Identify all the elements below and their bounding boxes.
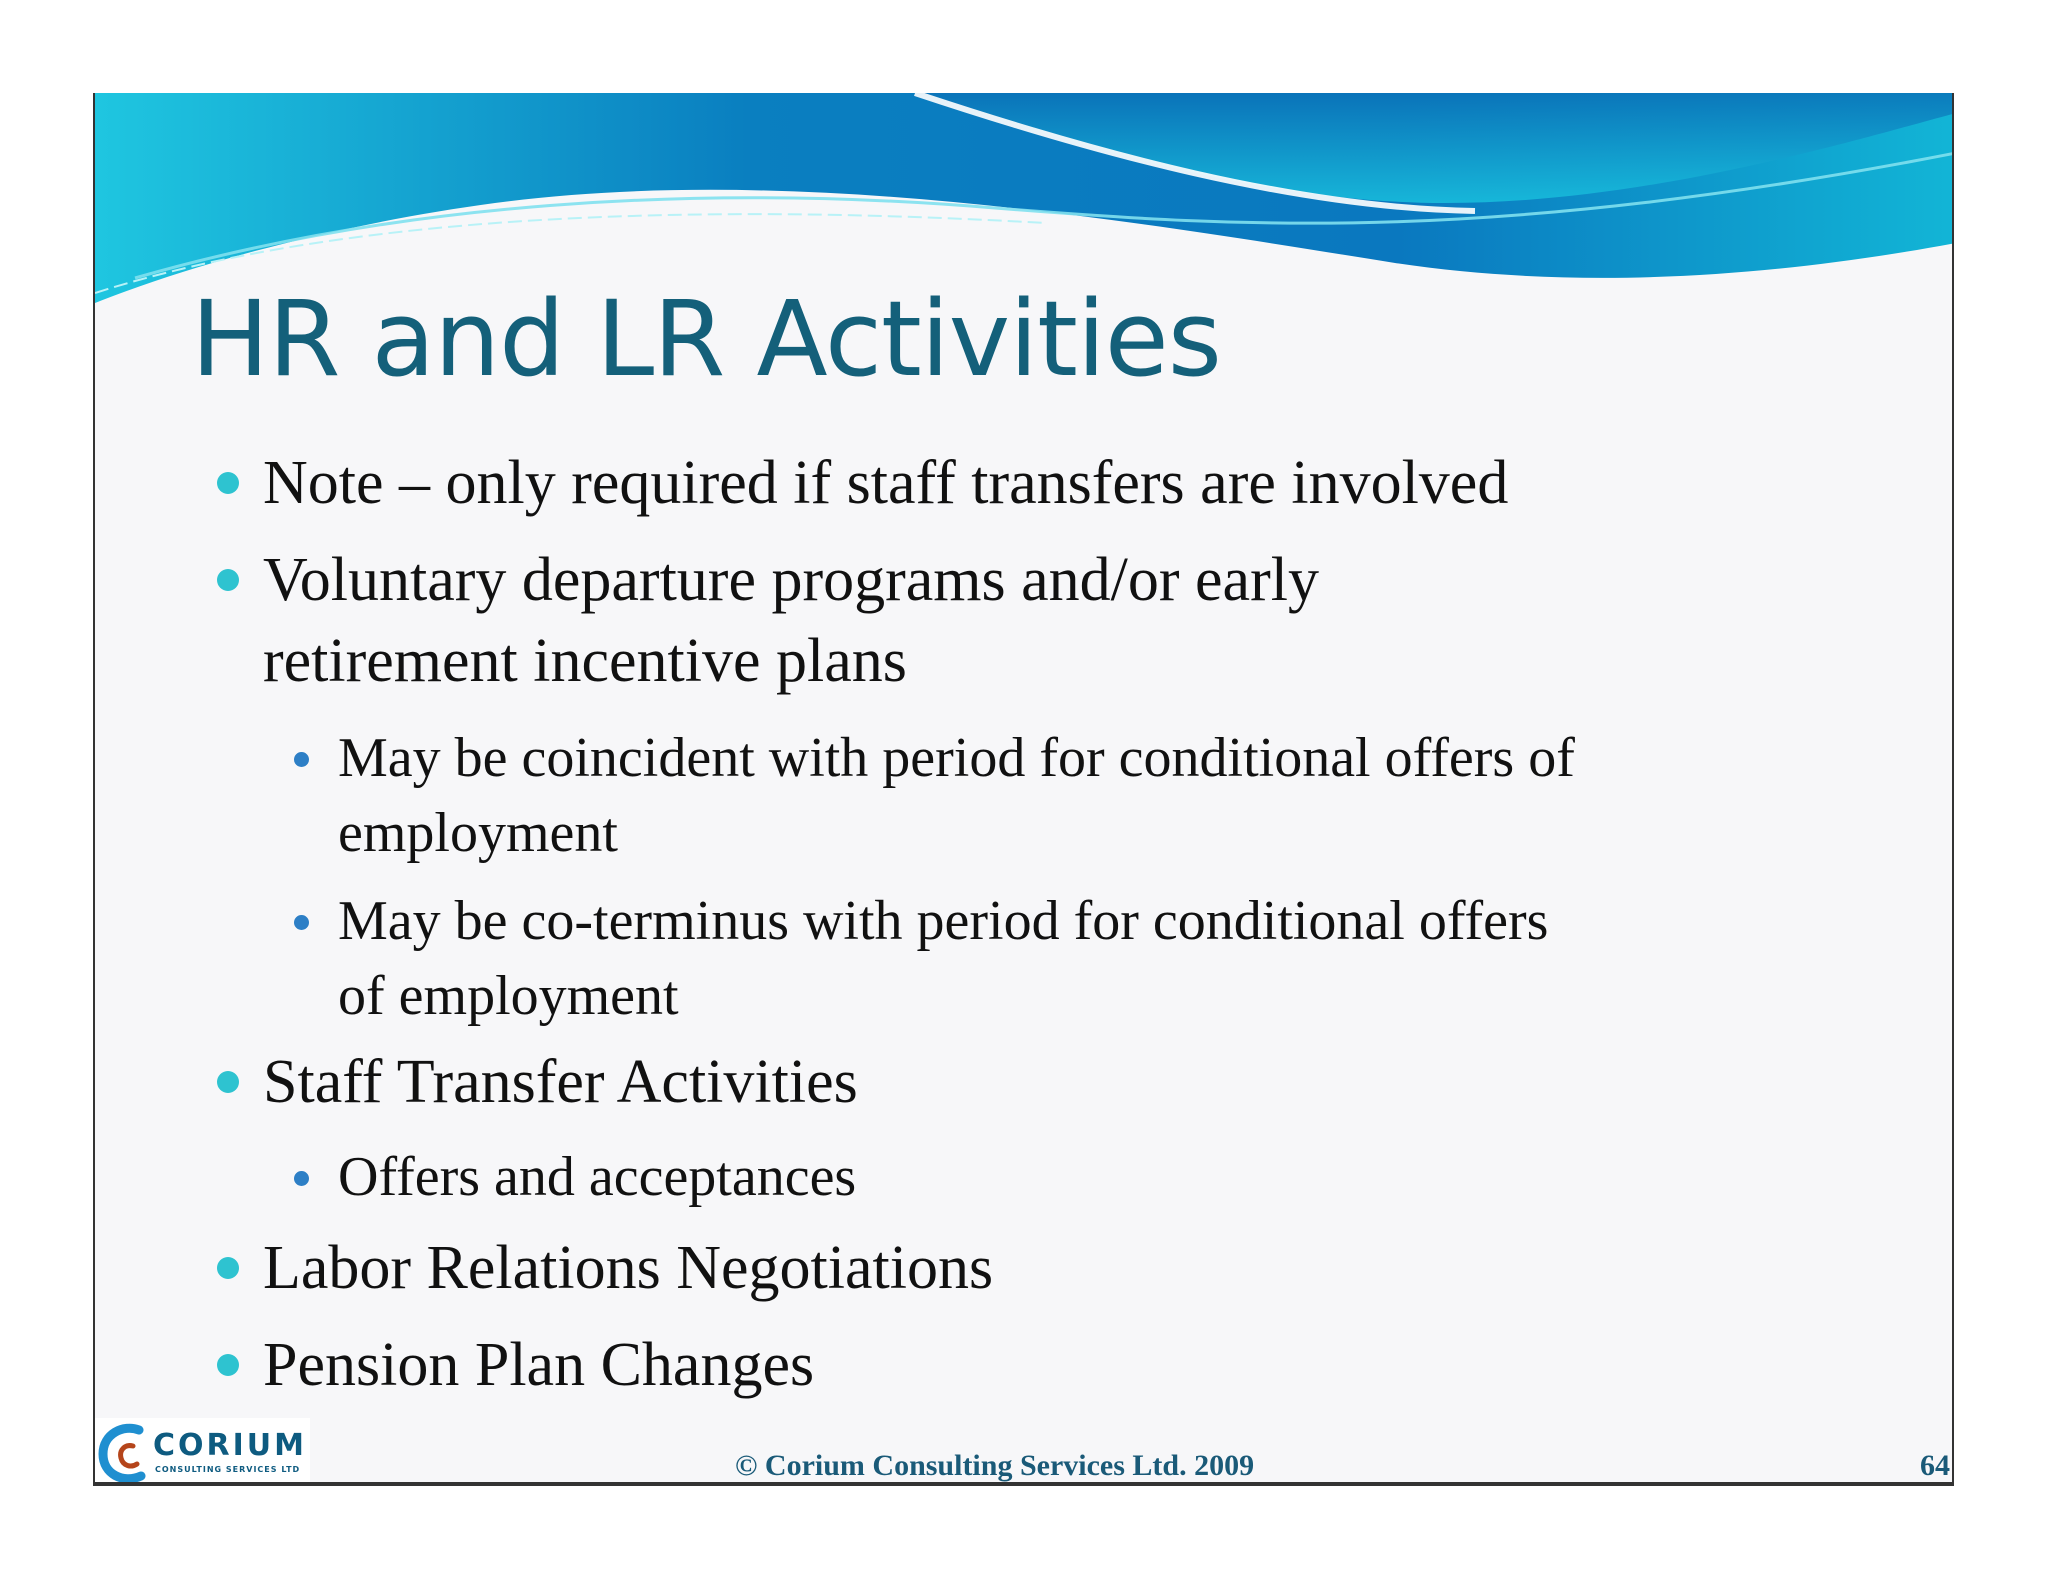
page-number: 64 xyxy=(1920,1449,1950,1482)
bullet-dot-icon xyxy=(217,472,239,494)
company-logo xyxy=(95,1418,310,1486)
sub-bullet-line: employment xyxy=(338,802,618,864)
slide xyxy=(93,93,1954,1486)
footer-divider xyxy=(95,1482,1952,1484)
logo-name: CORIUM xyxy=(153,1428,307,1463)
sub-bullet-line: May be coincident with period for conditional offers of xyxy=(338,727,1575,789)
bullet-item-line: Voluntary departure programs and/or early xyxy=(263,546,1319,614)
sub-bullet-dot-icon xyxy=(294,1171,309,1186)
bullet-dot-icon xyxy=(217,1257,239,1279)
sub-bullet-line: Offers and acceptances xyxy=(338,1146,857,1208)
bullet-dot-icon xyxy=(217,1071,239,1093)
bullet-dot-icon xyxy=(217,1354,239,1376)
bullet-item: Note – only required if staff transfers are involved xyxy=(263,449,1509,517)
sub-bullet-dot-icon xyxy=(294,915,309,930)
sub-bullet-line: of employment xyxy=(338,965,679,1027)
bullet-item: Pension Plan Changes xyxy=(263,1331,815,1399)
copyright-text: © Corium Consulting Services Ltd. 2009 xyxy=(735,1449,1255,1482)
sub-bullet-dot-icon xyxy=(294,752,309,767)
slide-title: HR and LR Activities xyxy=(191,278,1221,400)
logo-tagline: CONSULTING SERVICES LTD xyxy=(155,1465,301,1474)
bullet-item: Staff Transfer Activities xyxy=(263,1048,858,1116)
bullet-item: Labor Relations Negotiations xyxy=(263,1234,994,1302)
sub-bullet-line: May be co-terminus with period for conditional offers xyxy=(338,890,1549,952)
logo-c-mark-icon xyxy=(95,1418,155,1486)
bullet-dot-icon xyxy=(217,569,239,591)
bullet-item-line: retirement incentive plans xyxy=(263,627,907,695)
